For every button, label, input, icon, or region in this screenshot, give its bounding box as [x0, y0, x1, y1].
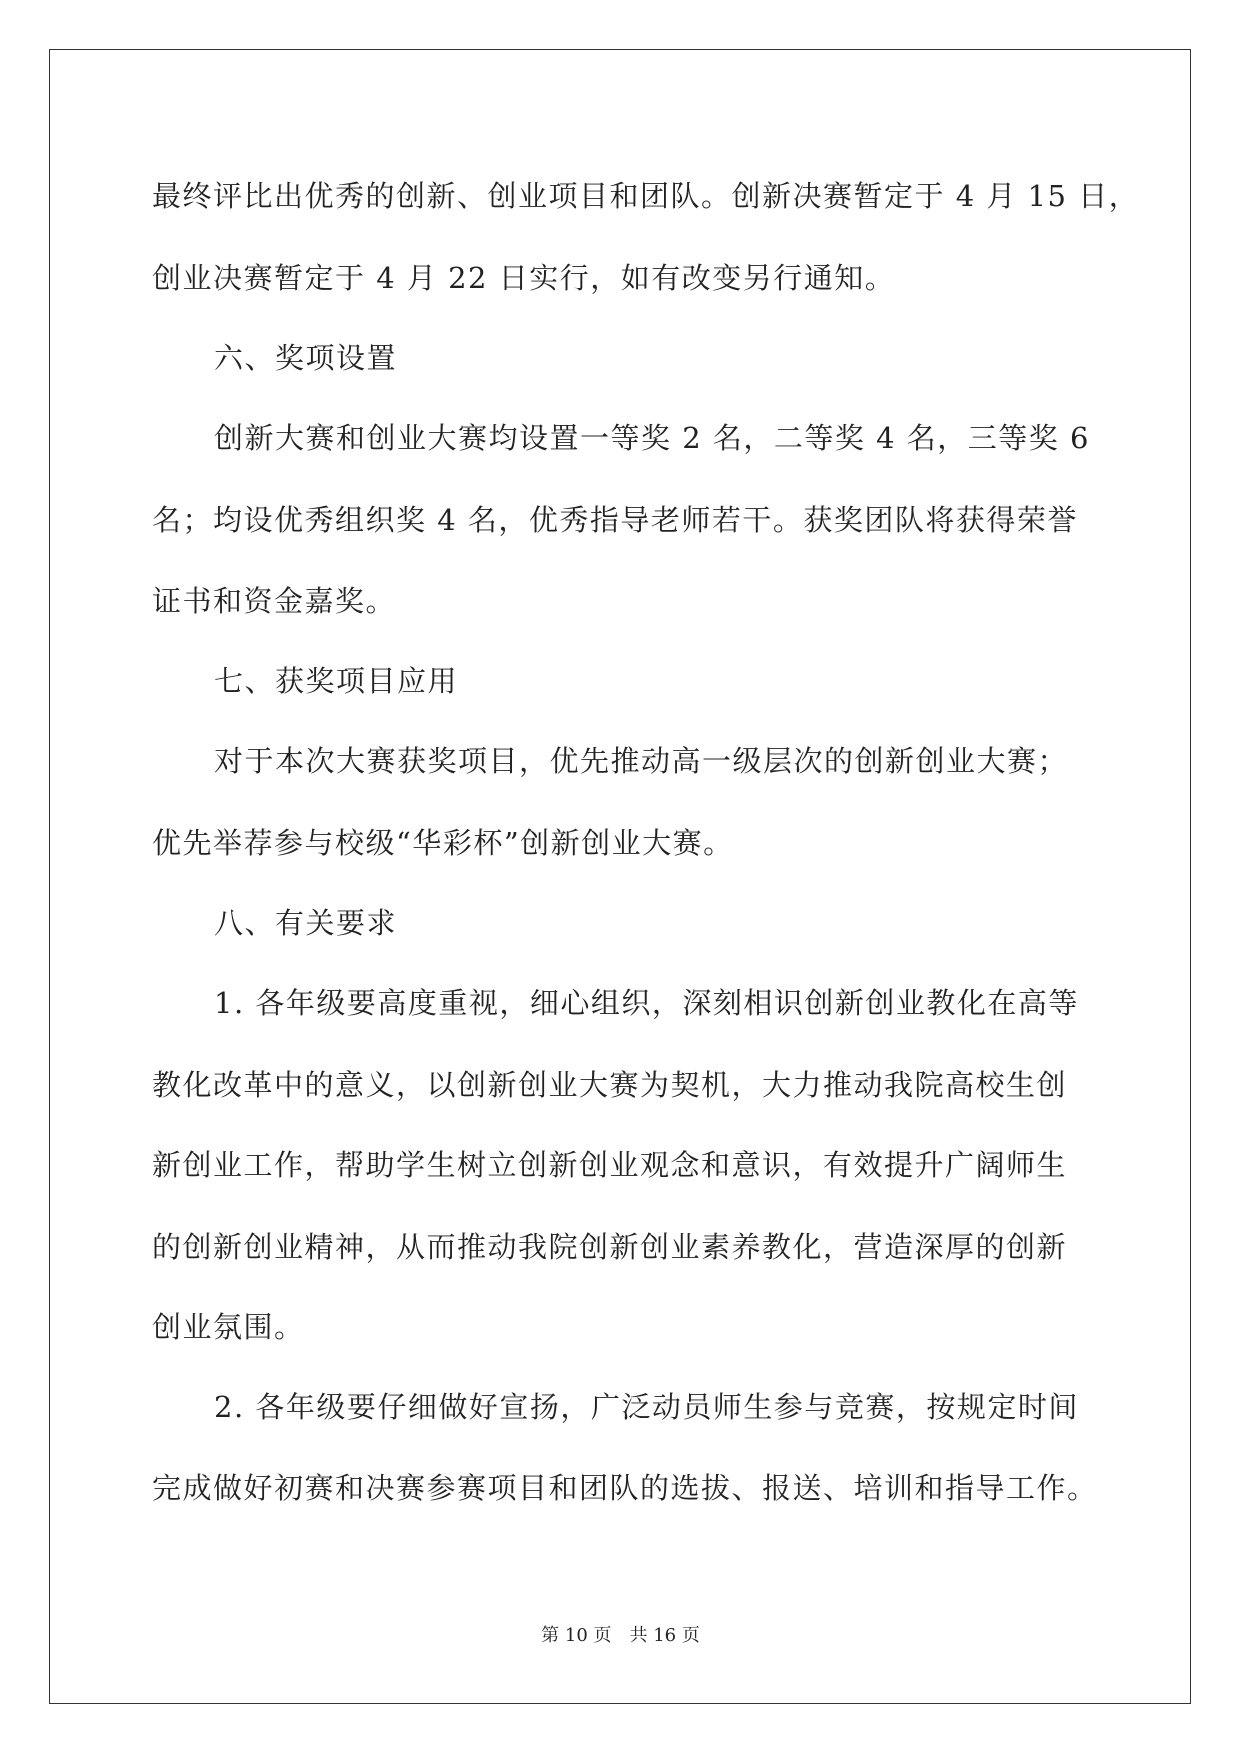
body-line: 对于本次大赛获奖项目，优先推动高一级层次的创新创业大赛；: [214, 744, 1069, 778]
page-border: [49, 49, 1191, 1704]
body-line: 的创新创业精神，从而推动我院创新创业素养教化，营造深厚的创新: [152, 1230, 1068, 1264]
section-heading: 七、获奖项目应用: [214, 664, 459, 698]
body-line: 创业氛围。: [152, 1310, 305, 1344]
body-line: 教化改革中的意义，以创新创业大赛为契机，大力推动我院高校生创: [152, 1068, 1068, 1102]
body-line: 创新大赛和创业大赛均设置一等奖 2 名，二等奖 4 名，三等奖 6: [214, 421, 1090, 455]
body-line: 1. 各年级要高度重视，细心组织，深刻相识创新创业教化在高等: [214, 986, 1079, 1020]
body-line: 创业决赛暂定于 4 月 22 日实行，如有改变另行通知。: [152, 261, 896, 295]
section-heading: 八、有关要求: [214, 906, 398, 940]
page-number: 第 10 页 共 16 页: [541, 1625, 700, 1646]
body-line: 2. 各年级要仔细做好宣扬，广泛动员师生参与竞赛，按规定时间: [214, 1390, 1079, 1424]
body-line: 新创业工作，帮助学生树立创新创业观念和意识，有效提升广阔师生: [152, 1148, 1068, 1182]
body-line: 最终评比出优秀的创新、创业项目和团队。创新决赛暂定于 4 月 15 日，: [152, 179, 1140, 213]
body-line: 完成做好初赛和决赛参赛项目和团队的选拔、报送、培训和指导工作。: [152, 1471, 1098, 1505]
section-heading: 六、奖项设置: [214, 341, 398, 375]
body-line: 名；均设优秀组织奖 4 名，优秀指导老师若干。获奖团队将获得荣誉: [152, 503, 1078, 537]
body-line: 证书和资金嘉奖。: [152, 584, 397, 618]
body-line: 优先举荐参与校级“华彩杯”创新创业大赛。: [152, 826, 734, 860]
